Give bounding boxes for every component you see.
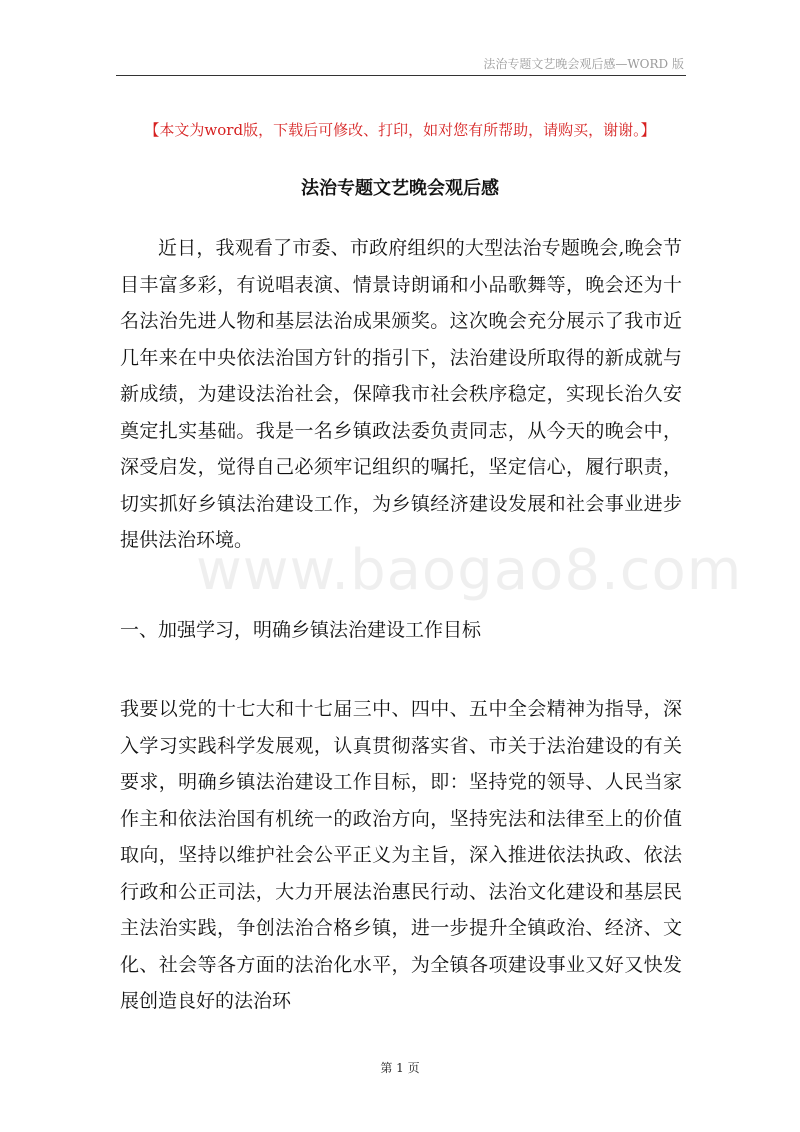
body-paragraph-2: 我要以党的十七大和十七届三中、四中、五中全会精神为指导，深入学习实践科学发展观，认真贯彻落实省、市关于法治建设的有关要求，明确乡镇法治建设工作目标，即：坚持党的领导、人民当家作主和依法治国有机统一的政治方向，坚持宪法和法律至上的价值取向，坚持以维护社会公平正义为主旨，深入推进依法执政、依法行政和公正司法，大力开展法治惠民行动、法治文化建设和基层民主法治实践，争创法治合格乡镇，进一步提升全镇政治、经济、文化、社会等各方面的法治化水平，为全镇各项建设事业又好又快发展创造良好的法治环 — [120, 698, 682, 1012]
purchase-notice: 【本文为word版，下载后可修改、打印，如对您有所帮助，请购买，谢谢。】 — [144, 121, 656, 139]
document-title: 法治专题文艺晚会观后感 — [301, 178, 499, 199]
watermark: www.baogao8.com — [196, 538, 743, 603]
body-paragraph-1: 近日，我观看了市委、市政府组织的大型法治专题晚会,晚会节目丰富多彩，有说唱表演、情景诗朗诵和小品歌舞等，晚会还为十名法治先进人物和基层法治成果颁奖。这次晚会充分展示了我市近几年来在中央依法治国方针的指引下，法治建设所取得的新成就与新成绩，为建设法治社会，保障我市社会秩序稳定，实现长治久安奠定扎实基础。我是一名乡镇政法委负责同志，从今天的晚会中，深受启发，觉得自己必须牢记组织的嘱托，坚定信心，履行职责，切实抓好乡镇法治建设工作，为乡镇经济建设发展和社会事业进步提供法治环境。 — [120, 237, 682, 551]
section-heading-1: 一、加强学习，明确乡镇法治建设工作目标 — [120, 619, 482, 641]
page-number: 第 1 页 — [380, 1061, 420, 1075]
running-header: 法治专题文艺晚会观后感—WORD 版 — [483, 57, 684, 71]
header-divider — [116, 75, 686, 76]
